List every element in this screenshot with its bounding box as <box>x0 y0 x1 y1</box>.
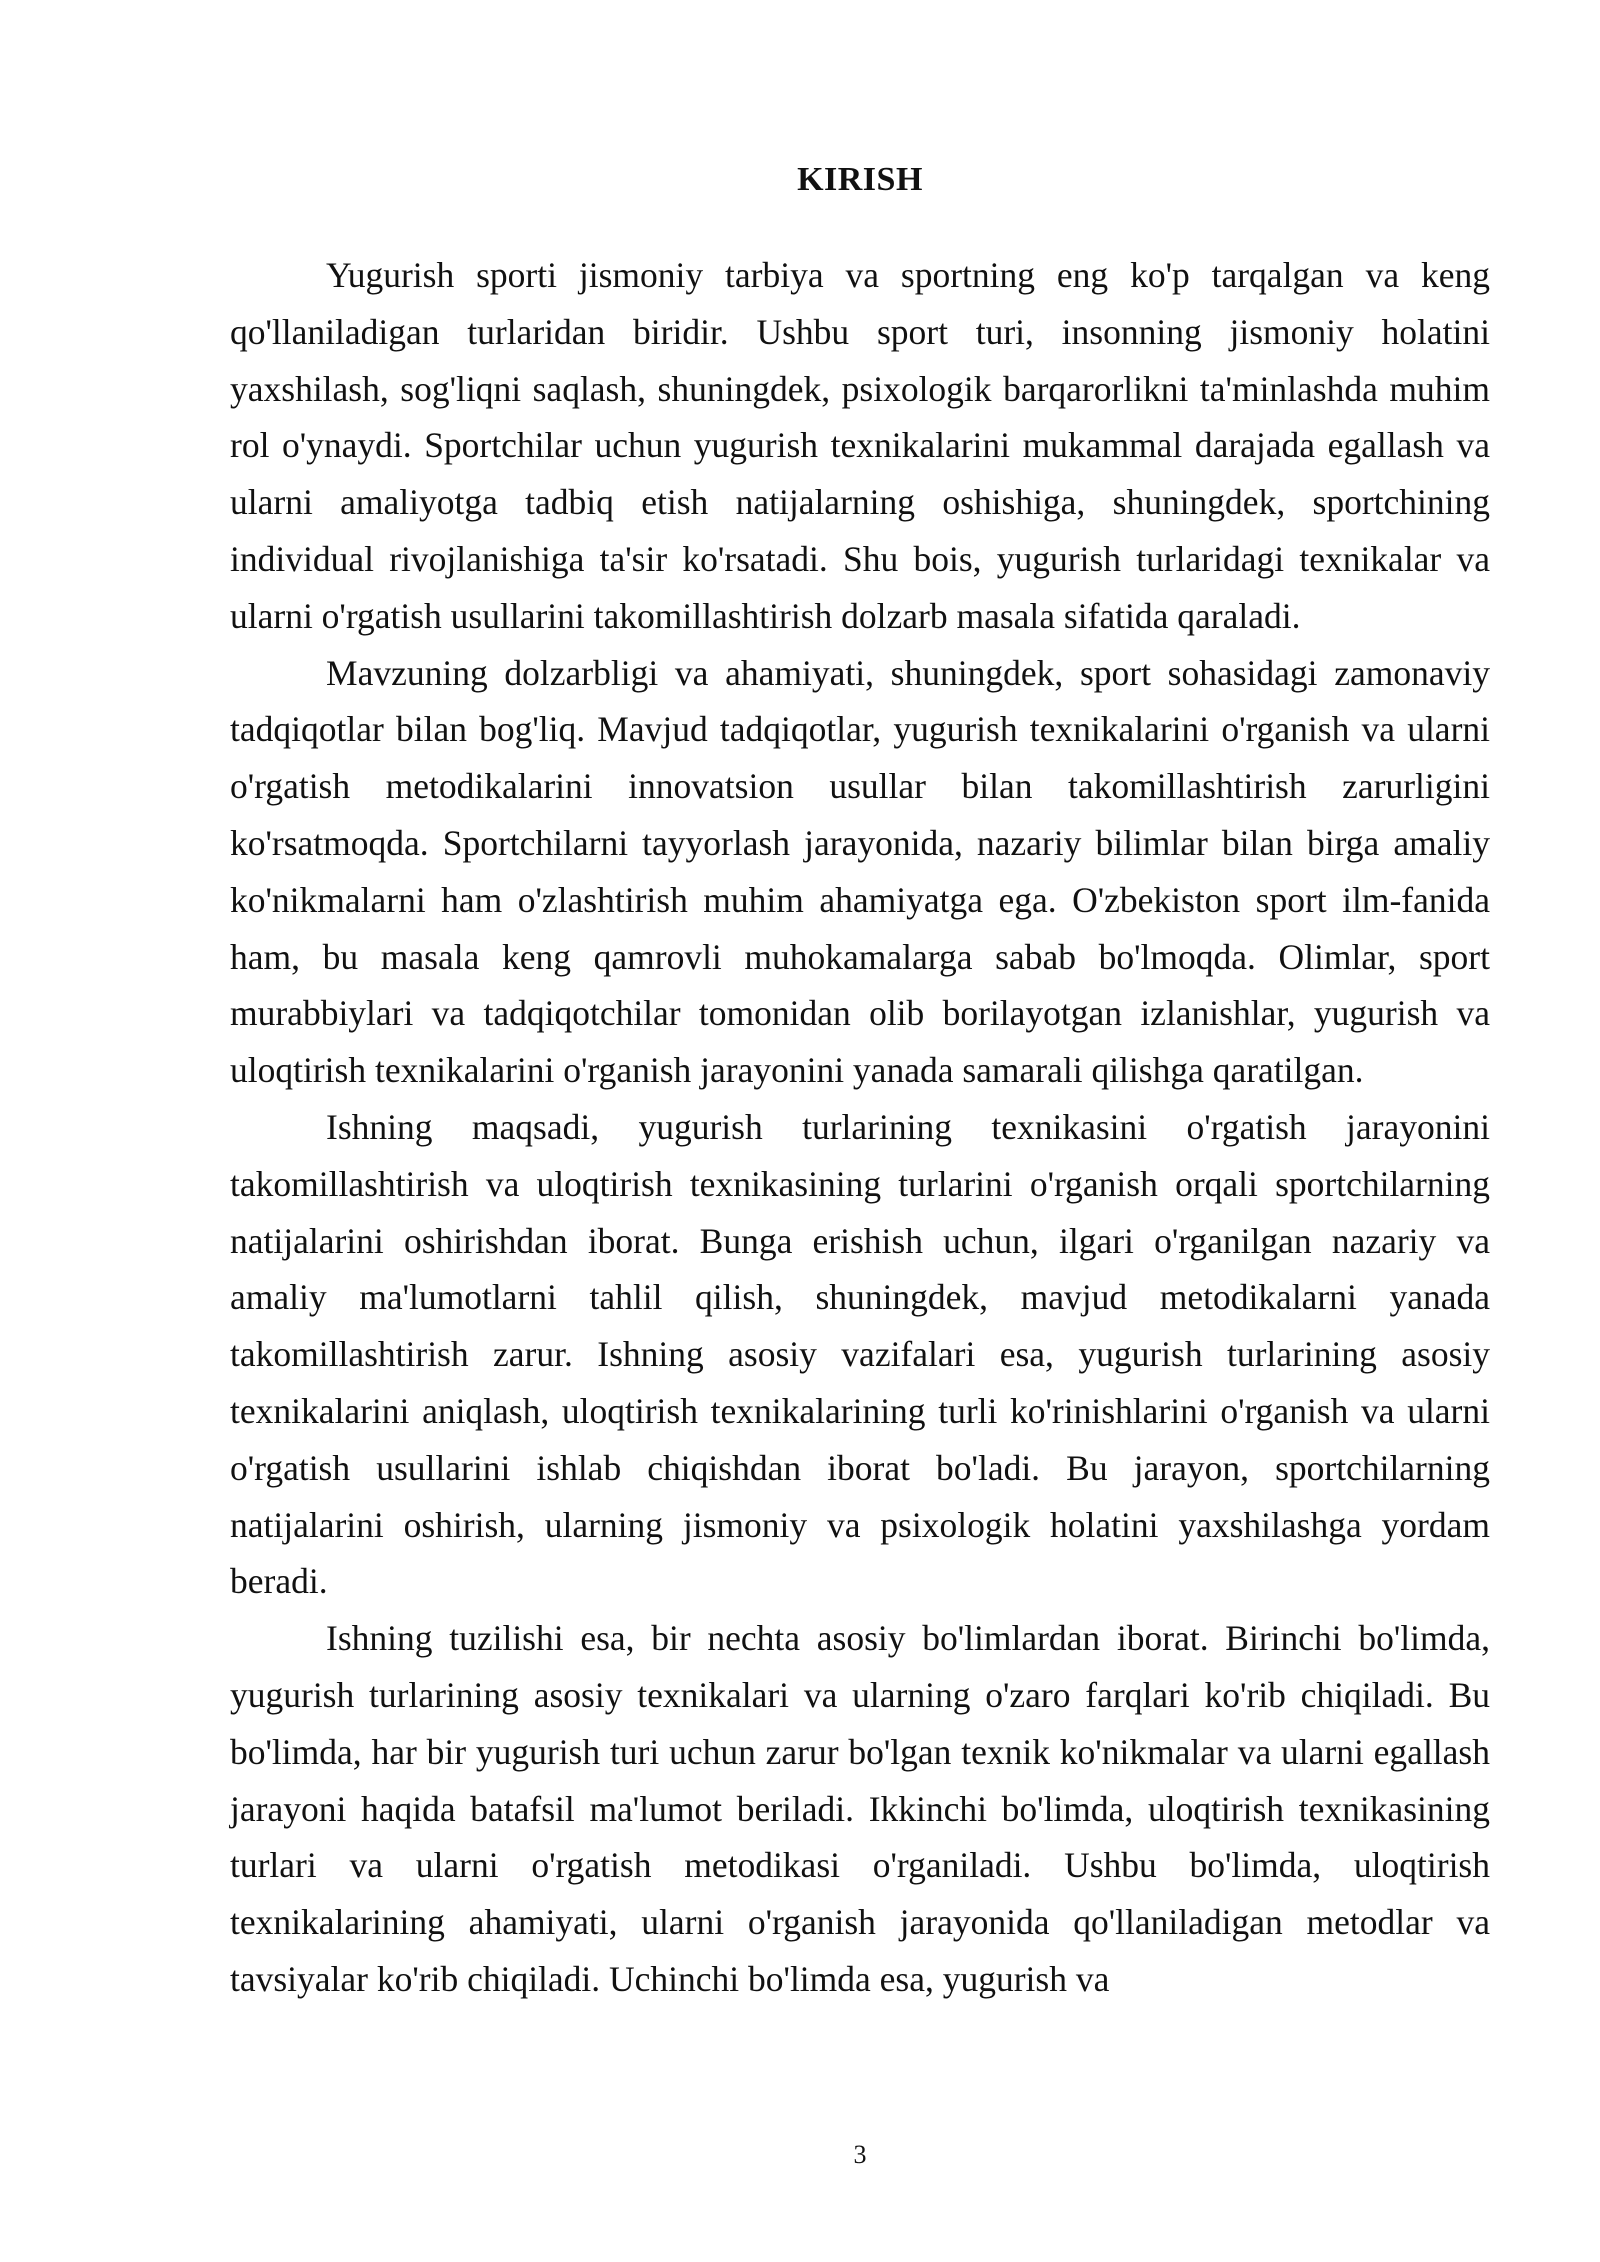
paragraph-structure: Ishning tuzilishi esa, bir nechta asosiy bo'limlardan iborat. Birinchi bo'limda, yugurish turlarining asosiy texnikalari va ularning o'zaro farqlari ko'rib chiqiladi. Bu bo'limda, har bir yugurish turi uchun zarur bo'lgan texnik ko'nikmalar va ularni egallash jarayoni haqida batafsil ma'lumot beriladi. Ikkinchi bo'limda, uloqtirish texnikasining turlari va ularni o'rgatish metodikasi o'rganiladi. Ushbu bo'limda, uloqtirish texnikalarining ahamiyati, ularni o'rganish jarayonida qo'llaniladigan metodlar va tavsiyalar ko'rib chiqiladi. Uchinchi bo'limda esa, yugurish va <box>230 1618 1490 1999</box>
body-text <box>230 247 1490 2008</box>
paragraph-relevance: Mavzuning dolzarbligi va ahamiyati, shuningdek, sport sohasidagi zamonaviy tadqiqotlar bilan bog'liq. Mavjud tadqiqotlar, yugurish texnikalarini o'rganish va ularni o'rgatish metodikalarini innovatsion usullar bilan takomillashtirish zarurligini ko'rsatmoqda. Sportchilarni tayyorlash jarayonida, nazariy bilimlar bilan birga amaliy ko'nikmalarni ham o'zlashtirish muhim ahamiyatga ega. O'zbekiston sport ilm-fanida ham, bu masala keng qamrovli muhokamalarga sabab bo'lmoqda. Olimlar, sport murabbiylari va tadqiqotchilar tomonidan olib borilayotgan izlanishlar, yugurish va uloqtirish texnikalarini o'rganish jarayonini yanada samarali qilishga qaratilgan. <box>230 652 1490 1091</box>
section-heading: KIRISH <box>797 161 923 198</box>
page-number: 3 <box>853 2140 867 2169</box>
paragraph-introduction: Yugurish sporti jismoniy tarbiya va sportning eng ko'p tarqalgan va keng qo'llaniladigan turlaridan biridir. Ushbu sport turi, insonning jismoniy holatini yaxshilash, sog'liqni saqlash, shuningdek, psixologik barqarorlikni ta'minlashda muhim rol o'ynaydi. Sportchilar uchun yugurish texnikalarini mukammal darajada egallash va ularni amaliyotga tadbiq etish natijalarning oshishiga, shuningdek, sportchining individual rivojlanishiga ta'sir ko'rsatadi. Shu bois, yugurish turlaridagi texnikalar va ularni o'rgatish usullarini takomillashtirish dolzarb masala sifatida qaraladi. <box>230 255 1490 636</box>
paragraph-goal: Ishning maqsadi, yugurish turlarining texnikasini o'rgatish jarayonini takomillashtirish va uloqtirish texnikasining turlarini o'rganish orqali sportchilarning natijalarini oshirishdan iborat. Bunga erishish uchun, ilgari o'rganilgan nazariy va amaliy ma'lumotlarni tahlil qilish, shuningdek, mavjud metodikalarni yanada takomillashtirish zarur. Ishning asosiy vazifalari esa, yugurish turlarining asosiy texnikalarini aniqlash, uloqtirish texnikalarining turli ko'rinishlarini o'rganish va ularni o'rgatish usullarini ishlab chiqishdan iborat bo'ladi. Bu jarayon, sportchilarning natijalarini oshirish, ularning jismoniy va psixologik holatini yaxshilashga yordam beradi. <box>230 1106 1490 1602</box>
